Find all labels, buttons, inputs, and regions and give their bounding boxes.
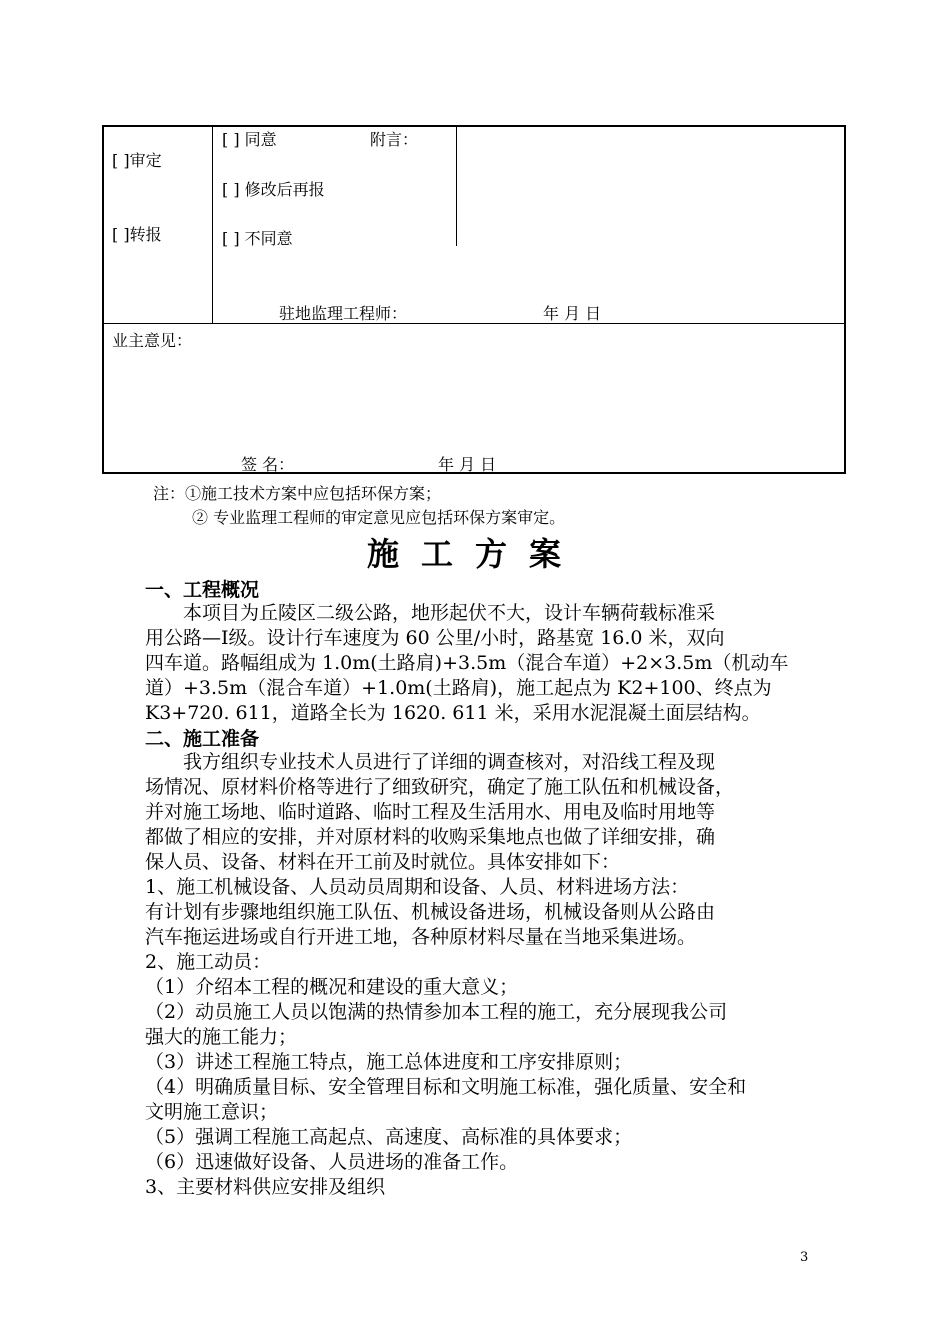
page-title: 施工方案 [366,535,583,573]
section-2-line: 场情况、原材料价格等进行了细致研究，确定了施工队伍和机械设备， [145,776,735,798]
section-2-line: 汽车拖运进场或自行开进工地，各种原材料尽量在当地采集进场。 [145,926,697,948]
forward-checkbox-label[interactable]: [ ]转报 [112,225,162,244]
option-revise[interactable]: [ ] 修改后再报 [222,180,325,199]
engineer-date: 年 月 日 [543,304,602,323]
section-2-line: （5）强调工程施工高起点、高速度、高标准的具体要求； [145,1126,633,1148]
section-2-line: 1、施工机械设备、人员动员周期和设备、人员、材料进场方法： [145,876,690,898]
section-1-line: K3+720. 611，道路全长为 1620. 611 米，采用水泥混凝土面层结构。 [145,702,761,724]
section-2-line: （1）介绍本工程的概况和建设的重大意义； [145,976,519,998]
option-disagree[interactable]: [ ] 不同意 [222,229,293,248]
owner-sign-label: 签 名： [241,455,295,474]
engineer-signature-label: 驻地监理工程师： [279,304,408,323]
section-1-heading: 一、工程概况 [145,579,260,601]
section-2-line: 我方组织专业技术人员进行了详细的调查核对，对沿线工程及现 [183,751,716,773]
section-1-line: 本项目为丘陵区二级公路，地形起伏不大，设计车辆荷载标准采 [183,602,716,624]
section-2-line: 2、施工动员： [145,951,272,973]
owner-opinion-label: 业主意见： [112,331,193,350]
note-2: ② 专业监理工程师的审定意见应包括环保方案审定。 [192,508,566,527]
form-remarks-divider [456,127,457,246]
remarks-label: 附言： [370,130,419,149]
review-checkbox-label[interactable]: [ ]审定 [112,151,162,170]
section-1-line: 道）+3.5m（混合车道）+1.0m(土路肩)，施工起点为 K2+100、终点为 [145,677,772,699]
section-2-line: 都做了相应的安排，并对原材料的收购采集地点也做了详细安排，确 [145,826,716,848]
section-2-line: （4）明确质量目标、安全管理目标和文明施工标准，强化质量、安全和 [145,1076,747,1098]
section-2-line: 强大的施工能力； [145,1026,298,1048]
note-1: 注：①施工技术方案中应包括环保方案； [153,484,442,503]
owner-sign-date: 年 月 日 [438,455,497,474]
section-2-line: 有计划有步骤地组织施工队伍、机械设备进场，机械设备则从公路由 [145,901,716,923]
section-2-line: 并对施工场地、临时道路、临时工程及生活用水、用电及临时用地等 [145,801,716,823]
section-1-line: 四车道。路幅组成为 1.0m(土路肩)+3.5m（混合车道）+2×3.5m（机动车 [145,652,789,674]
section-2-heading: 二、施工准备 [145,728,260,750]
section-2-line: （2）动员施工人员以饱满的热情参加本工程的施工，充分展现我公司 [145,1001,728,1023]
section-2-line: 3、主要材料供应安排及组织 [145,1176,386,1198]
page-number: 3 [800,1250,809,1265]
option-agree[interactable]: [ ] 同意 [222,130,277,149]
section-2-line: （3）讲述工程施工特点，施工总体进度和工序安排原则； [145,1051,633,1073]
form-divider [102,323,846,324]
section-2-line: 保人员、设备、材料在开工前及时就位。具体安排如下： [145,851,621,873]
section-1-line: 用公路—Ⅰ级。设计行车速度为 60 公里/小时，路基宽 16.0 米，双向 [145,627,725,649]
section-2-line: （6）迅速做好设备、人员进场的准备工作。 [145,1151,519,1173]
approval-form-table [102,125,846,474]
section-2-line: 文明施工意识； [145,1101,279,1123]
form-column-divider [212,125,213,323]
